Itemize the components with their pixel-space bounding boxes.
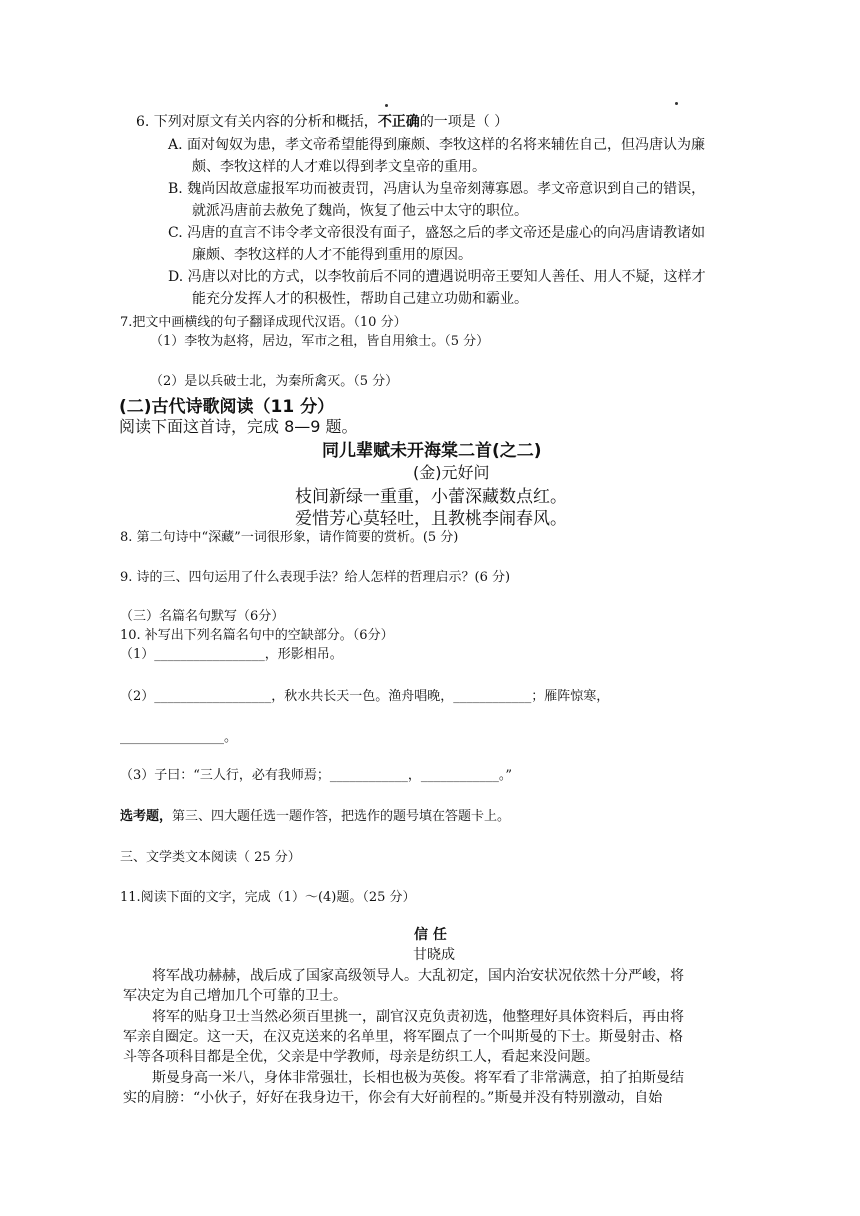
elective-note-label: 选考题， xyxy=(120,809,173,824)
q10-item-3: （3）子曰：“三人行，必有我师焉；____________，____________。” xyxy=(120,768,513,783)
q11-stem: 11.阅读下面的文字，完成（1）～(4)题。（25 分） xyxy=(120,890,416,905)
scan-dot xyxy=(385,104,388,107)
poem-author: (金)元好问 xyxy=(413,463,490,482)
q6-option-b-line1: B. 魏尚因故意虚报军功而被责罚，冯唐认为皇帝刻薄寡恩。孝文帝意识到自己的错误， xyxy=(168,181,706,197)
q6-option-d-line1: D. 冯唐以对比的方式，以李牧前后不同的遭遇说明帝王要知人善任、用人不疑，这样才 xyxy=(168,269,706,285)
section3-heading: （三）名篇名句默写（6分） xyxy=(120,609,285,624)
q10-stem: 10. 补写出下列名篇名句中的空缺部分。（6分） xyxy=(120,628,394,643)
poetry-heading: (二)古代诗歌阅读（11 分） xyxy=(119,397,335,417)
story-p2-line2: 军亲自圈定。这一天，在汉克送来的名单里，将军圈点了一个叫斯曼的下士。斯曼射击、格 xyxy=(123,1029,683,1045)
q6-option-a-line1: A. 面对匈奴为患，孝文帝希望能得到廉颇、李牧这样的名将来辅佐自己，但冯唐认为廉 xyxy=(168,137,706,153)
q6-option-d-line2: 能充分发挥人才的积极性，帮助自己建立功勋和霸业。 xyxy=(192,291,528,307)
poem-line-1: 枝间新绿一重重，小蕾深藏数点红。 xyxy=(295,487,567,507)
story-p1-line2: 军决定为自己增加几个可靠的卫士。 xyxy=(123,988,347,1004)
q6-option-c-line1: C. 冯唐的直言不讳令孝文帝很没有面子，盛怒之后的孝文帝还是虚心的向冯唐请教诸如 xyxy=(168,225,706,241)
poem-title: 同儿辈赋未开海棠二首(之二) xyxy=(322,441,542,461)
q6-option-b-line2: 就派冯唐前去赦免了魏尚，恢复了他云中太守的职位。 xyxy=(192,203,528,219)
poem-line-2: 爱惜芳心莫轻吐，且教桃李闹春风。 xyxy=(295,509,567,529)
section4-heading: 三、文学类文本阅读（ 25 分） xyxy=(120,850,301,865)
q8-stem: 8. 第二句诗中“深藏”一词很形象，请作简要的赏析。(5 分) xyxy=(120,530,459,545)
q6-stem-text: 6. 下列对原文有关内容的分析和概括， xyxy=(136,114,378,130)
q7-stem: 7.把文中画横线的句子翻译成现代汉语。（10 分） xyxy=(120,315,407,330)
q6-option-c-line2: 廉颇、李牧这样的人才不能得到重用的原因。 xyxy=(192,247,472,263)
q10-item-2: （2）__________________，秋水共长天一色。渔舟唱晚，____________；雁阵惊寒， xyxy=(120,689,610,704)
story-p3-line1: 斯曼身高一米八，身体非常强壮，长相也极为英俊。将军看了非常满意，拍了拍斯曼结 xyxy=(152,1070,684,1086)
poetry-instruction: 阅读下面这首诗，完成 8—9 题。 xyxy=(119,417,358,436)
scan-dot xyxy=(675,102,678,105)
q6-option-a-line2: 颇、李牧这样的人才难以得到孝文皇帝的重用。 xyxy=(192,159,486,175)
q7-sub1: （1）李牧为赵将，居边，军市之租，皆自用飨士。（5 分） xyxy=(150,334,490,349)
story-p2-line3: 斗等各项科目都是全优，父亲是中学教师，母亲是纺织工人，看起来没问题。 xyxy=(123,1049,599,1065)
story-p2-line1: 将军的贴身卫士当然必须百里挑一，副官汉克负责初选，他整理好具体资料后，再由将 xyxy=(152,1009,684,1025)
story-p3-line2: 实的肩膀：“小伙子，好好在我身边干，你会有大好前程的。”斯曼并没有特别激动，自始 xyxy=(123,1090,663,1106)
elective-note xyxy=(120,805,510,824)
q6-stem-tail: 的一项是（ ） xyxy=(419,114,509,130)
story-title: 信 任 xyxy=(414,927,447,943)
q9-stem: 9. 诗的三、四句运用了什么表现手法？给人怎样的哲理启示？(6 分) xyxy=(120,570,511,585)
elective-note-text: 第三、四大题任选一题作答，把选作的题号填在答题卡上。 xyxy=(172,809,511,824)
q6-stem xyxy=(136,111,508,131)
story-p1-line1: 将军战功赫赫，战后成了国家高级领导人。大乱初定，国内治安状况依然十分严峻，将 xyxy=(152,968,684,984)
q7-sub2: （2）是以兵破士北，为秦所禽灭。（5 分） xyxy=(150,374,399,389)
story-author: 甘晓成 xyxy=(413,947,455,963)
q10-item-1: （1）_________________，形影相吊。 xyxy=(120,647,343,662)
q6-stem-emphasis: 不正确 xyxy=(377,114,420,130)
q10-item-2-cont: ________________。 xyxy=(120,730,238,745)
